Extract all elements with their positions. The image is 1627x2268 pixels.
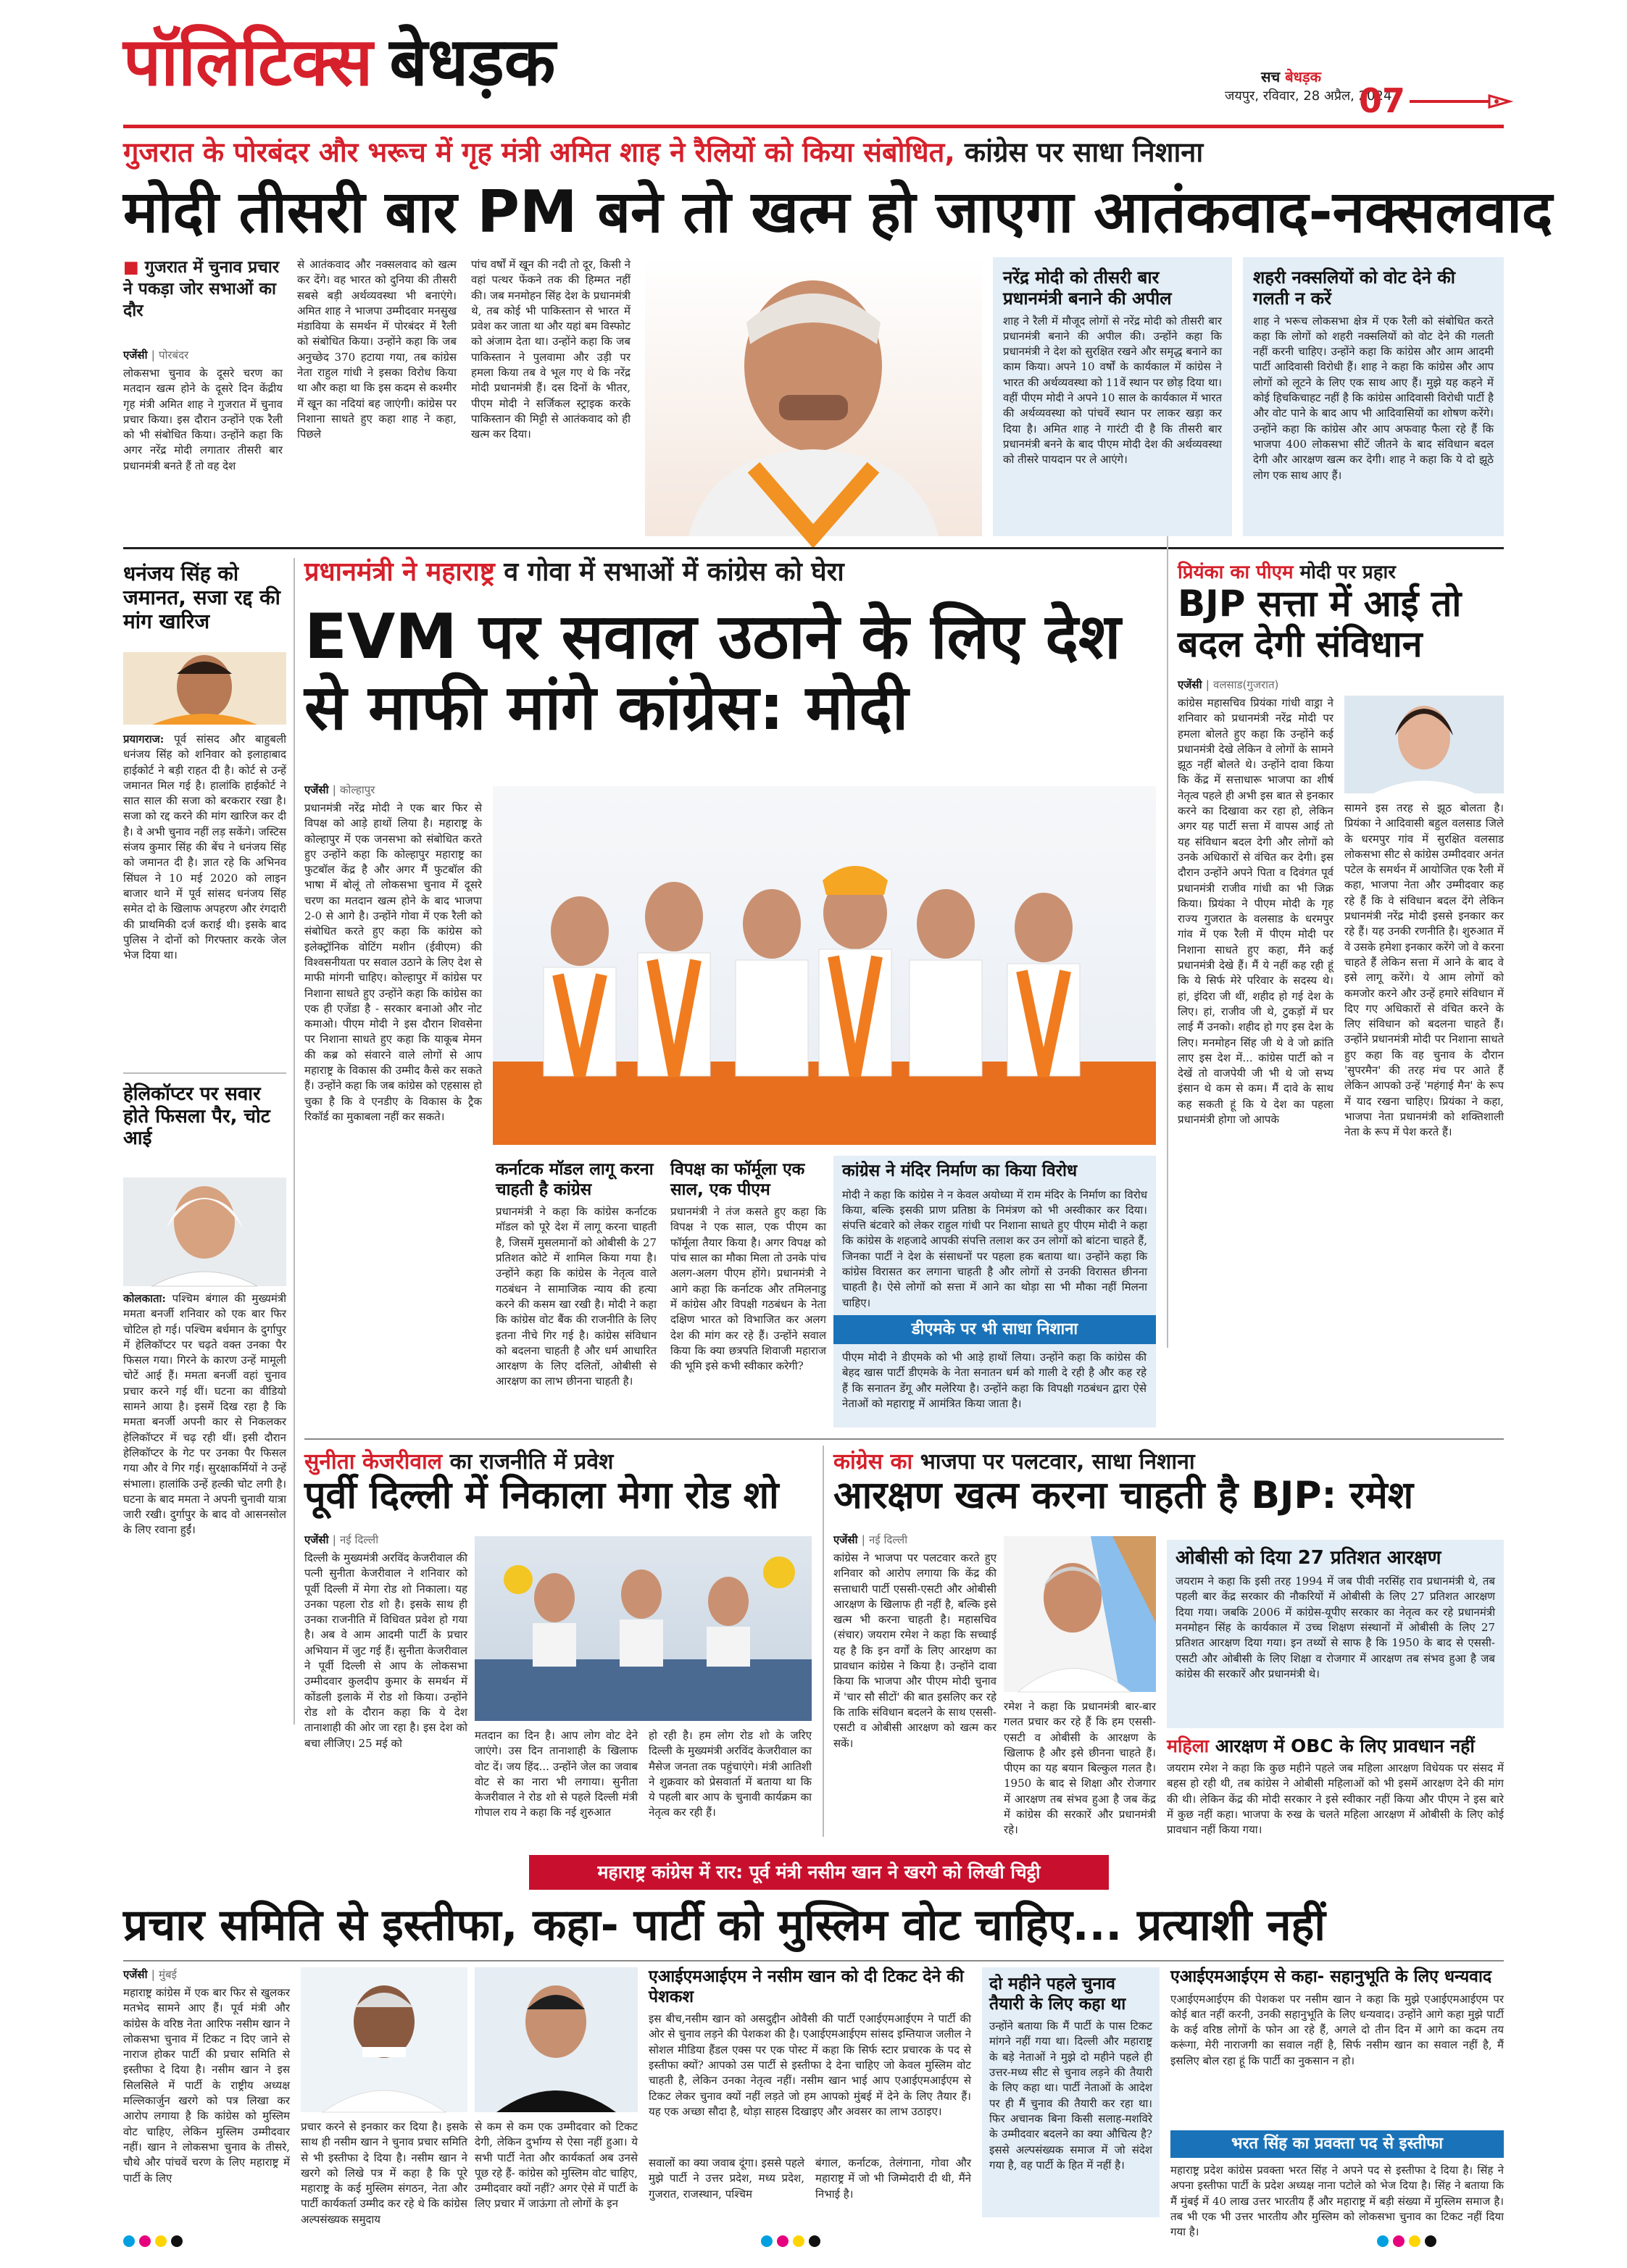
lead-box-1 bbox=[993, 257, 1232, 536]
ramesh-body-2: रमेश ने कहा कि प्रधानमंत्री बार-बार गलत प्रचार कर रहे हैं कि हम एससी-एसटी व ओबीसी के आरक्षण के खिलाफ है और इसे छीनना चाहते हैं। पीएम का यह बयान बिल्कुल गलत है। 1950 के बाद से शिक्षा और रोजगार में आरक्षण तब संभव हुआ है जब केंद्र में कांग्रेस की सरकारें और प्रधानमंत्री रहे। bbox=[1004, 1700, 1156, 1837]
reg-dot-cyan bbox=[1377, 2235, 1389, 2247]
naseem-box-3-body: एआईएमआईएम की पेशकश पर नसीम खान ने कहा कि मुझे एआईएमआईएम पर कोई बात नहीं करनी, उनकी सहानुभूति के लिए धन्यवाद। उन्होंने आगे कहा मुझे पार्टी के कई वरिष्ठ लोगों के फोन आ रहे हैं, अगले दो तीन दिन में आगे का कदम तय करूंगा, मेरी नाराजगी का सवाल नहीं है, सिर्फ नसीम खान का सवाल नहीं है, मैं इसलिए बोल रहा हूं कि पार्टी का नुकसान न हो। bbox=[1170, 1992, 1504, 2067]
brand-a: सच bbox=[1261, 68, 1281, 86]
naseem-box-3-head: एआईएमआईएम से कहा- सहानुभूति के लिए धन्यवाद bbox=[1170, 1967, 1492, 1986]
naseem-col1: महाराष्ट्र कांग्रेस में एक बार फिर से खुलकर मतभेद सामने आए हैं। पूर्व मंत्री और कांग्रेस के वरिष्ठ नेता आरिफ नसीम खान ने लोकसभा चुनाव में टिकट न दिए जाने से नाराज होकर पार्टी की प्रचार समिति से इस्तीफा दे दिया है। नसीम खान ने इस सिलसिले में पार्टी के राष्ट्रीय अध्यक्ष मल्लिकार्जुन खरगे को पत्र लिखा कर आरोप लगाया है कि कांग्रेस को मुस्लिम वोट चाहिए, लेकिन मुस्लिम उम्मीदवार नहीं। खान ने लोकसभा चुनाव के तीसरे, चौथे और पांचवें चरण के लिए महाराष्ट्र में पार्टी के लिए bbox=[123, 1986, 290, 2185]
modi-right-divider bbox=[1167, 536, 1168, 1348]
obc-box bbox=[1167, 1540, 1504, 1728]
reg-dot-black bbox=[1425, 2235, 1436, 2247]
modi-box-2-body: प्रधानमंत्री ने तंज कसते हुए कहा कि विपक्ष ने एक साल, एक पीएम का फॉर्मूला तैयार किया है। अगर विपक्ष को पांच साल का मौका मिला तो उनके पांच अलग-अलग पीएम होंगे। प्रधानमंत्री ने आगे कहा कि कर्नाटक और तमिलनाडु में कांग्रेस और विपक्षी गठबंधन के नेता दक्षिण भारत को विभाजित कर अलग देश की मांग कर रहे हैं। उन्होंने सवाल किया कि क्या छत्रपति शिवाजी महाराज की भूमि इसे कभी स्वीकार करेगी? bbox=[670, 1205, 826, 1373]
naseem-col4: सवालों का क्या जवाब दूंगा। इससे पहले मुझे पार्टी ने उत्तर प्रदेश, मध्य प्रदेश, गुजरात, राजस्थान, पश्चिम bbox=[649, 2156, 804, 2201]
naseem-box-2-body: उन्होंने बताया कि मैं पार्टी के पास टिकट मांगने नहीं गया था। दिल्ली और महाराष्ट्र के बड़े नेताओं ने मुझे दो महीने पहले ही उत्तर-मध्य सीट से चुनाव लड़ने की तैयारी के लिए कहा था। पार्टी नेताओं के आदेश पर ही मैं चुनाव की तैयारी कर रहा था। फिर अचानक बिना किसी सलाह-मशविरे के उम्मीदवार बदलने का क्या औचित्य है? इससे अल्पसंख्यक समाज में जो संदेश गया है, वह पार्टी के हित में नहीं है। bbox=[989, 2019, 1152, 2172]
dmk-bar: डीएमके पर भी साधा निशाना bbox=[833, 1315, 1156, 1344]
ramesh-byline: एजेंसी | नई दिल्ली bbox=[833, 1533, 908, 1546]
reg-dot-cyan bbox=[123, 2235, 135, 2247]
masthead-title-red: पॉलिटिक्स bbox=[123, 23, 373, 101]
ramesh-headline: आरक्षण खत्म करना चाहती है BJP: रमेश bbox=[833, 1474, 1414, 1517]
modi-box-1-body: प्रधानमंत्री ने कहा कि कांग्रेस कर्नाटक मॉडल को पूरे देश में लागू करना चाहती है, जिसमें मुसलमानों को ओबीसी के 27 प्रतिशत कोटे में शामिल किया गया है। उन्होंने कहा कि कांग्रेस के नेतृत्व वाले गठबंधन ने सामाजिक न्याय की हत्या करने की कसम खा रखी है। मोदी ने कहा कि कांग्रेस वोट बैंक की राजनीति के लिए इतना नीचे गिर गई है। कांग्रेस संविधान को बदलना चाहती है और धर्म आधारित आरक्षण के लिए दलितों, ओबीसी से आरक्षण का लाभ छीनना चाहती है। bbox=[496, 1205, 657, 1388]
ramesh-kicker: कांग्रेस का भाजपा पर पलटवार, साधा निशाना bbox=[833, 1449, 1195, 1475]
obc-head: ओबीसी को दिया 27 प्रतिशत आरक्षण bbox=[1175, 1547, 1441, 1569]
lead-col2: से आतंकवाद और नक्सलवाद को खत्म कर देंगे। वह भारत को दुनिया की तीसरी सबसे बड़ी अर्थव्यवस्था भी बनाएंगे। अमित शाह ने भाजपा उम्मीदवार मनसुख मंडाविया के समर्थन में पोरबंदर में रैली को संबोधित किया। उन्होंने कहा कि जब अनुच्छेद 370 हटाया गया, तब कांग्रेस नेता राहुल गांधी ने इसका विरोध किया था और कहा था कि इस कदम से कश्मीर में खून का नदियां बह जाएंगी। कांग्रेस पर निशाना साधते हुए कहा शाह ने कहा, पिछले bbox=[297, 258, 457, 441]
amit-shah-photo bbox=[645, 257, 982, 536]
lead-col3: पांच वर्षों में खून की नदी तो दूर, किसी ने वहां पत्थर फेंकने तक की हिम्मत नहीं की। जब मनमोहन सिंह देश के प्रधानमंत्री थे, तब कोई भी पाकिस्तान से भारत में प्रवेश कर जाता था और यहां बम विस्फोट को अंजाम देता था। उन्होंने कहा कि जब पाकिस्तान ने पुलवामा और उड़ी पर हमला किया तब वे भूल गए थे कि नरेंद्र मोदी प्रधानमंत्री हैं। दस दिनों के भीतर, पीएम मोदी ने सर्जिकल स्ट्राइक करके पाकिस्तान की मिट्टी से आतंकवाद को ही खत्म कर दिया। bbox=[471, 258, 631, 441]
modi-box-1 bbox=[493, 1156, 659, 1427]
mamata-headline: हेलिकॉप्टर पर सवार होते फिसला पैर, चोट आई bbox=[123, 1083, 270, 1150]
masthead-rule bbox=[123, 125, 1504, 128]
priyanka-photo bbox=[1344, 696, 1504, 793]
lead-bottom-rule bbox=[123, 547, 1504, 549]
reg-dot-yellow bbox=[793, 2235, 804, 2247]
naseem-headline: प्रचार समिति से इस्तीफा, कहा- पार्टी को मुस्लिम वोट चाहिए... प्रत्याशी नहीं bbox=[123, 1900, 1326, 1951]
women-head: महिला आरक्षण में OBC के लिए प्रावधान नहीं bbox=[1167, 1735, 1475, 1756]
kejriwal-divider bbox=[823, 1446, 824, 1837]
modi-col1: प्रधानमंत्री नरेंद्र मोदी ने एक बार फिर से विपक्ष को आड़े हाथों लिया है। महाराष्ट्र के कोल्हापुर में एक जनसभा को संबोधित करते हुए उन्होंने कहा कि कोल्हापुर महाराष्ट्र का फुटबॉल केंद्र है और अगर मैं फुटबॉल की भाषा में बोलूं तो लोकसभा चुनाव में दूसरे चरण का मतदान खत्म होने के बाद भाजपा 2-0 से आगे है। उन्होंने गोवा में एक रैली को संबोधित करते हुए कहा कि कांग्रेस को इलेक्ट्रॉनिक वोटिंग मशीन (ईवीएम) की विश्वसनीयता पर सवाल उठाने के लिए देश से माफी मांगनी चाहिए। कोल्हापुर में कांग्रेस पर निशाना साधते हुए उन्होंने कहा कि कांग्रेस का एक ही एजेंडा है - सरकार बनाओ और नोट कमाओ। पीएम मोदी ने इस दौरान शिवसेना पर निशाना साधते हुए कहा कि याकूब मेमन की कब्र को संवारने वाले लोगों से आप महाराष्ट्र के विकास की उम्मीद कैसे कर सकते हैं। उन्होंने कहा कि जब कांग्रेस को एहसास हो चुका है कि वे एनडीए के विकास के ट्रैक रिकॉर्ड का मुकाबला नहीं कर सकते। bbox=[304, 801, 482, 1123]
modi-byline: एजेंसी | कोल्हापुर bbox=[304, 783, 375, 796]
reg-dot-black bbox=[809, 2235, 820, 2247]
mid-rule bbox=[304, 1438, 1504, 1440]
brand-tag bbox=[1261, 67, 1321, 86]
mamata-body: कोलकाता: पश्चिम बंगाल की मुख्यमंत्री ममता बनर्जी शनिवार को एक बार फिर चोटिल हो गई। पश्चिम बर्धमान के दुर्गापुर में हेलिकॉप्टर पर चढ़ते वक्त उनका पैर फिसल गया। गिरने के कारण उन्हें मामूली चोटें आई हैं। ममता बनर्जी वहां चुनाव प्रचार करने गई थीं। घटना का वीडियो सामने आया है। इसमें दिख रहा है कि ममता बनर्जी अपनी कार से निकलकर हेलिकॉप्टर में चढ़ रही थीं। इसी दौरान हेलिकॉप्टर के गेट पर उनका पैर फिसल गया और वे गिर गई। सुरक्षाकर्मियों ने उन्हें संभाला। हालांकि उन्हें हल्की चोट लगी है। घटना के बाद ममता ने अपनी चुनावी यात्रा जारी रखी। दुर्गापुर के बाद वो आसनसोल के लिए रवाना हुईं। bbox=[123, 1292, 286, 1537]
naseem-box-2 bbox=[982, 1967, 1160, 2217]
dmk-body: पीएम मोदी ने डीएमके को भी आड़े हाथों लिया। उन्होंने कहा कि कांग्रेस की बेहद खास पार्टी डीएमके के नेता सनातन धर्म को गाली दे रही है और कह रहे हैं कि सनातन डेंगू और मलेरिया है। उन्होंने कहा कि विपक्षी गठबंधन द्वारा ऐसे नेताओं को महाराष्ट्र में आमंत्रित किया जाता है। bbox=[842, 1351, 1147, 1410]
priyanka-kicker: प्रियंका का पीएम मोदी पर प्रहार bbox=[1178, 562, 1396, 583]
lead-subhead: ■ गुजरात में चुनाव प्रचार ने पकड़ा जोर सभाओं का दौर bbox=[123, 258, 280, 320]
naseem-box-1-head: एआईएमआईएम ने नसीम खान को दी टिकट देने की पेशकश bbox=[649, 1967, 964, 2006]
lead-box-1-head: नरेंद्र मोदी को तीसरी बार प्रधानमंत्री बनाने की अपील bbox=[1003, 267, 1172, 309]
priyanka-headline: BJP सत्ता में आई तो बदल देगी संविधान bbox=[1178, 583, 1462, 665]
lead-box-2-body: शाह ने भरूच लोकसभा क्षेत्र में एक रैली को संबोधित करते कहा कि लोगों को शहरी नक्सलियों को वोट देने की गलती नहीं करनी चाहिए। उन्होंने कहा कि कांग्रेस और आम आदमी पार्टी आदिवासी विरोधी हैं। शाह ने कहा कि कांग्रेस और आप लोगों को लूटने के लिए एक साथ आए हैं। मुझे यह कहने में कोई हिचकिचाहट नहीं है कि कांग्रेस आदिवासी विरोधी पार्टी है और वोट पाने के बाद आप भी आदिवासियों का शोषण करेंगे। उन्होंने कहा कि कांग्रेस और आप अफवाह फैला रहे हैं कि भाजपा 400 लोकसभा सीटें जीतने के बाद संविधान बदल देगी और आरक्षण खत्म कर देगी। शाह ने कहा कि ये दो झूठे लोग एक साथ आए हैं। bbox=[1253, 314, 1494, 482]
modi-box-2-head: विपक्ष का फॉर्मूला एक साल, एक पीएम bbox=[670, 1160, 805, 1199]
square-bullet-icon: ■ bbox=[123, 258, 139, 277]
modi-headline: EVM पर सवाल उठाने के लिए देश से माफी मांगे कांग्रेस: मोदी bbox=[304, 601, 1121, 745]
priyanka-byline: एजेंसी | वलसाड(गुजरात) bbox=[1178, 678, 1279, 691]
reg-dot-cyan bbox=[761, 2235, 773, 2247]
dhananjay-photo bbox=[123, 652, 286, 725]
kejriwal-body-3: हो रही है। हम लोग रोड शो के जरिए दिल्ली के मुख्यमंत्री अरविंद केजरीवाल का मैसेज जनता तक पहुंचाएंगे। मंत्री आतिशी ने शुक्रवार को प्रेसवार्ता में बताया था कि ये पहली बार आप के चुनावी कार्यक्रम का नेतृत्व कर रही हैं। bbox=[649, 1729, 812, 1819]
kejriwal-byline: एजेंसी | नई दिल्ली bbox=[304, 1533, 379, 1546]
naseem-box-1-body: इस बीच,नसीम खान को असदुद्दीन ओवैसी की पार्टी एआईएमआईएम ने पार्टी की ओर से चुनाव लड़ने की पेशकश की है। एआईएमआईएम सांसद इम्तियाज जलील ने सोशल मीडिया हैंडल एक्स पर एक पोस्ट में कहा कि सिर्फ स्टार प्रचारक के पद से इस्तीफा क्यों? आपको उस पार्टी से इस्तीफा दे देना चाहिए जो केवल मुस्लिम वोट चाहती है, लेकिन उनका नेतृत्व नहीं। नसीम खान भाई आप एआईएमआईएम से टिकट लेकर चुनाव क्यों नहीं लड़ते जो हम आपको मुंबई में देने के लिए तैयार हैं। यह एक अच्छा सौदा है, थोड़ा साहस दिखाइए और अवसर का लाभ उठाइए। bbox=[649, 2012, 971, 2118]
kharge-photo bbox=[301, 1967, 467, 2112]
lead-byline: एजेंसी | पोरबंदर bbox=[123, 349, 189, 362]
modi-box-1-head: कर्नाटक मॉडल लागू करना चाहती है कांग्रेस bbox=[496, 1160, 654, 1199]
bharat-bar: भरत सिंह का प्रवक्ता पद से इस्तीफा bbox=[1170, 2130, 1504, 2158]
modi-kicker: प्रधानमंत्री ने महाराष्ट्र व गोवा में सभाओं में कांग्रेस को घेरा bbox=[304, 557, 844, 587]
lead-col1: लोकसभा चुनाव के दूसरे चरण का मतदान खत्म होने के दूसरे दिन केंद्रीय गृह मंत्री अमित शाह ने गुजरात में चुनाव प्रचार किया। इस दौरान उन्होंने एक रैली को भी संबोधित किया। उन्होंने कहा कि अगर नरेंद्र मोदी लगातार तीसरी बार प्रधानमंत्री बनते हैं तो वह देश bbox=[123, 367, 283, 472]
pen-nib-icon bbox=[1410, 93, 1511, 113]
reg-dot-yellow bbox=[155, 2235, 167, 2247]
lead-box-1-body: शाह ने रैली में मौजूद लोगों से नरेंद्र मोदी को तीसरी बार प्रधानमंत्री बनाने की अपील की। उन्होंने कहा कि प्रधानमंत्री ने देश को सुरक्षित रखने और समृद्ध बनाने का काम किया। अपने 10 वर्षों के कार्यकाल में कांग्रेस ने भारत की अर्थव्यवस्था को 11वें स्थान पर छोड़ दिया था। वहीं पीएम मोदी ने अपने 10 साल के कार्यकाल में भारत की अर्थव्यवस्था को पांचवें स्थान पर लाकर खड़ा कर दिया है। अमित शाह ने गारंटी दी है कि तीसरी बार प्रधानमंत्री बनने के बाद पीएम मोदी देश की अर्थव्यवस्था को तीसरे पायदान पर ले आएंगे। bbox=[1003, 314, 1222, 467]
dateline: जयपुर, रविवार, 28 अप्रैल, 2024 bbox=[1225, 88, 1392, 104]
page-number: 07 bbox=[1359, 81, 1406, 120]
naseem-khan-photo bbox=[475, 1967, 638, 2112]
modi-box-3-body: मोदी ने कहा कि कांग्रेस ने न केवल अयोध्या में राम मंदिर के निर्माण का विरोध किया, बल्कि इसकी प्राण प्रतिष्ठा के निमंत्रण को भी अस्वीकार कर दिया। संपत्ति बंटवारे को लेकर राहुल गांधी पर निशाना साधते हुए पीएम मोदी ने कहा कि कांग्रेस के शहजादे आपकी संपत्ति तलाश कर उन लोगों को बांटना चाहते हैं, जिनका पार्टी ने देश के संसाधनों पर पहला हक बताया था। उन्होंने कहा कि कांग्रेस विरासत कर लगाना चाहती है और लोगों से उनकी विरासत छीनना चाहती है। ऐसे लोगों को सत्ता में आने का थोड़ा सा भी मौका नहीं मिलना चाहिए। bbox=[842, 1188, 1147, 1309]
brand-b: बेधड़क bbox=[1285, 68, 1321, 86]
bharat-body: महाराष्ट्र प्रदेश कांग्रेस प्रवक्ता भरत सिंह ने अपने पद से इस्तीफा दे दिया है। सिंह ने अपना इस्तीफा पार्टी के प्रदेश अध्यक्ष नाना पटोले को भेज दिया है। सिंह ने बताया कि मैं मुंबई में 40 लाख उत्तर भारतीय हैं और महाराष्ट्र में बड़ी संख्या में मुस्लिम समाज है। तब भी एक भी उत्तर भारतीय और मुस्लिम को लोकसभा चुनाव का टिकट नहीं दिया गया है। bbox=[1170, 2164, 1504, 2239]
naseem-box-3 bbox=[1170, 1967, 1504, 2127]
naseem-col3: से कम से कम एक उम्मीदवार को टिकट देगी, लेकिन दुर्भाग्य से ऐसा नहीं हुआ। ये सभी पार्टी नेता और कार्यकर्ता अब उनसे पूछ रहे हैं- कांग्रेस को मुस्लिम वोट चाहिए, उम्मीदवार क्यों नहीं? अगर ऐसे में पार्टी के लिए प्रचार में जाऊंगा तो लोगों के इन bbox=[475, 2120, 638, 2211]
obc-body: जयराम ने कहा कि इसी तरह 1994 में जब पीवी नरसिंह राव प्रधानमंत्री थे, तब पहली बार केंद्र सरकार की नौकरियों में ओबीसी के लिए 27 प्रतिशत आरक्षण दिया गया। जबकि 2006 में कांग्रेस-यूपीए सरकार का नेतृत्व कर रहे प्रधानमंत्री मनमोहन सिंह के कार्यकाल में उच्च शिक्षण संस्थानों में ओबीसी के लिए 27 प्रतिशत आरक्षण दिया गया। इन तथ्यों से साफ है कि 1950 के बाद से एससी-एसटी और ओबीसी के लिए शिक्षा व रोजगार में आरक्षण तब संभव हुआ है जब कांग्रेस की सरकारें और प्रधानमंत्री थे। bbox=[1175, 1575, 1495, 1680]
naseem-byline: एजेंसी | मुंबई bbox=[123, 1968, 177, 1981]
reg-dot-magenta bbox=[1393, 2235, 1405, 2247]
priyanka-body-1: कांग्रेस महासचिव प्रियंका गांधी वाड्रा ने शनिवार को प्रधानमंत्री नरेंद्र मोदी पर हमला बोलते हुए कहा कि उन्होंने कई प्रधानमंत्री देखे लेकिन वे लोगों के सामने झूठ नहीं बोलते थे। उन्होंने दावा किया कि केंद्र में सत्ताधारू भाजपा का शीर्ष नेतृत्व पहले ही अभी इस बात से इनकार करने का दिखावा कर रहा हो, लेकिन अगर यह पार्टी सत्ता में वापस आई तो यह संविधान बदल देगी और लोगों को उनके अधिकारों से वंचित कर देगी। इस दौरान उन्होंने अपने पिता व दिवंगत पूर्व प्रधानमंत्री राजीव गांधी का भी जिक्र किया। प्रियंका ने पीएम मोदी के गृह राज्य गुजरात के वलसाड के धरमपुर गांव में एक रैली में पीएम मोदी पर निशाना साधते हुए कहा, मैंने कई प्रधानमंत्री देखे हैं। मैं ये नहीं कह रही हूं कि ये सिर्फ मेरे परिवार के सदस्य थे। हां, इंदिरा जी थीं, शहीद हो गई देश के लिए। हां, राजीव जी थे, टुकड़ों में घर लाई मैं उनको। शहीद हो गए इस देश के लिए। मनमोहन सिंह जी थे वे जो क्रांति लाए इस देश में... कांग्रेस पार्टी को न देखें तो वाजपेयी जी भी थे जो सभ्य इंसान थे कम से कम। मैं दावे के साथ कह सकती हूं कि ये देश का पहला प्रधानमंत्री होगा जो आपके bbox=[1178, 696, 1333, 1127]
naseem-col5: बंगाल, कर्नाटक, तेलंगाना, गोवा और महाराष्ट्र में जो भी जिम्मेदारी दी थी, मैंने निभाई है। bbox=[815, 2156, 971, 2201]
dhananjay-body: प्रयागराज: पूर्व सांसद और बाहुबली धनंजय सिंह को शनिवार को इलाहाबाद हाईकोर्ट ने बड़ी राहत दी है। कोर्ट से उन्हें जमानत मिल गई है। हालांकि हाईकोर्ट ने सात साल की सजा को बरकरार रखा है। सजा को रद्द करने की मांग खारिज कर दी है। वे अभी चुनाव नहीं लड़ सकेंगे। जस्टिस संजय कुमार सिंह की बेंच ने धनंजय सिंह को जमानत दी है। ज्ञात रहे कि अभिनव सिंघल ने 10 मई 2020 को लाइन बाजार थाने में पूर्व सांसद धनंजय सिंह समेत दो के खिलाफ अपहरण और रंगदारी की प्राथमिकी दर्ज कराई थी। इसके बाद पुलिस ने दोनों को गिरफ्तार करके जेल भेज दिया था। bbox=[123, 733, 286, 962]
jairam-ramesh-photo bbox=[1004, 1536, 1156, 1692]
lead-box-2-head: शहरी नक्सलियों को वोट देने की गलती न करें bbox=[1253, 267, 1455, 309]
lead-kicker: गुजरात के पोरबंदर और भरूच में गृह मंत्री अमित शाह ने रैलियों को किया संबोधित, कांग्रेस पर साधा निशाना bbox=[123, 136, 1204, 168]
ramesh-body-1: कांग्रेस ने भाजपा पर पलटवार करते हुए शनिवार को आरोप लगाया कि केंद्र की सत्ताधारी पार्टी एससी-एसटी और ओबीसी आरक्षण के खिलाफ ही नहीं है, बल्कि इसे खत्म भी करना चाहती है। महासचिव (संचार) जयराम रमेश ने कहा कि सच्चाई यह है कि इन वर्गों के लिए आरक्षण का प्रावधान कांग्रेस ने किया है। उन्होंने दावा किया कि भाजपा और पीएम मोदी चुनाव में 'चार सौ सीटों' की बात इसलिए कर रहे कि ताकि संविधान बदलने के साथ एससी-एसटी व ओबीसी आरक्षण को खत्म कर सकें। bbox=[833, 1551, 996, 1750]
kejriwal-body-2: मतदान का दिन है। आप लोग वोट देने जाएंगे। उस दिन तानाशाही के खिलाफ वोट दें। जय हिंद... उन्होंने जेल का जवाब वोट से का नारा भी लगाया। सुनीता केजरीवाल ने रोड शो से पहले दिल्ली मंत्री गोपाल राय ने कहा कि नई शुरुआत bbox=[475, 1729, 638, 1819]
modi-box-3 bbox=[833, 1156, 1156, 1427]
women-body: जयराम रमेश ने कहा कि कुछ महीने पहले जब महिला आरक्षण विधेयक पर संसद में बहस हो रही थी, तब कांग्रेस ने ओबीसी महिलाओं को भी इसमें आरक्षण देने की मांग की थी। लेकिन केंद्र की मोदी सरकार ने इसे स्वीकार नहीं किया और पीएम ने इस बारे में कुछ नहीं कहा। भाजपा के रुख के चलते महिला आरक्षण में ओबीसी के लिए कोई प्रावधान नहीं किया गया। bbox=[1167, 1762, 1504, 1837]
priyanka-body-2: सामने इस तरह से झूठ बोलता है। प्रियंका ने आदिवासी बहुल वलसाड जिले के धरमपुर गांव में सुरक्षित वलसाड लोकसभा सीट से कांग्रेस उम्मीदवार अनंत पटेल के समर्थन में आयोजित एक रैली में कहा, भाजपा नेता और उम्मीदवार कह रहे हैं कि वे संविधान बदल देंगे लेकिन प्रधानमंत्री नरेंद्र मोदी इससे इनकार कर रहे हैं। यह उनकी रणनीति है। शुरुआत में वे उसके हमेशा इनकार करेंगे जो वे करना चाहते हैं लेकिन सत्ता में आने के बाद वे इसे लागू करेंगे। ये आम लोगों को कमजोर करने और उन्हें हमारे संविधान में दिए गए अधिकारों से वंचित करने के लिए संविधान को बदलना चाहते हैं। उन्होंने प्रधानमंत्री मोदी पर निशाना साधते हुए कहा कि वह चुनाव के दौरान 'सुपरमैन' की तरह मंच पर आते हैं लेकिन आपको उन्हें 'महंगाई मैन' के रूप में याद रखना चाहिए। प्रियंका ने कहा, भाजपा नेता प्रधानमंत्री को शक्तिशाली नेता के रूप में पेश करते हैं। bbox=[1344, 801, 1504, 1139]
lead-box-2 bbox=[1243, 257, 1504, 536]
reg-dots-left bbox=[123, 2235, 187, 2250]
lead-headline: मोदी तीसरी बार PM बने तो खत्म हो जाएगा आतंकवाद-नक्सलवाद bbox=[123, 178, 1553, 246]
naseem-col2: प्रचार करने से इनकार कर दिया है। इसके साथ ही नसीम खान ने चुनाव प्रचार समिति से भी इस्तीफा दे दिया है। नसीम खान ने खरगे को लिखे पत्र में कहा है कि पूरे महाराष्ट्र के कई मुस्लिम संगठन, नेता और पार्टी कार्यकर्ता उम्मीद कर रहे थे कि कांग्रेस अल्पसंख्यक समुदाय bbox=[301, 2120, 467, 2226]
modi-rally-photo bbox=[493, 786, 1156, 1145]
kejriwal-headline: पूर्वी दिल्ली में निकाला मेगा रोड शो bbox=[304, 1474, 779, 1517]
mamata-photo bbox=[123, 1177, 286, 1286]
left-rail-divider bbox=[294, 558, 295, 1725]
naseem-strip: महाराष्ट्र कांग्रेस में रार: पूर्व मंत्री नसीम खान ने खरगे को लिखी चिट्ठी bbox=[529, 1855, 1109, 1890]
reg-dots-right bbox=[1377, 2235, 1441, 2250]
left-rail-rule bbox=[123, 1072, 286, 1074]
masthead-title-black: बेधड़क bbox=[389, 23, 556, 101]
reg-dot-magenta bbox=[777, 2235, 788, 2247]
reg-dot-black bbox=[171, 2235, 183, 2247]
reg-dots-center bbox=[761, 2235, 825, 2250]
naseem-rule bbox=[123, 1960, 1504, 1961]
reg-dot-magenta bbox=[139, 2235, 151, 2247]
naseem-box-2-head: दो महीने पहले चुनाव तैयारी के लिए कहा था bbox=[989, 1975, 1126, 2014]
modi-box-3-head: कांग्रेस ने मंदिर निर्माण का किया विरोध bbox=[842, 1162, 1078, 1180]
kejriwal-body-1: दिल्ली के मुख्यमंत्री अरविंद केजरीवाल की पत्नी सुनीता केजरीवाल ने शनिवार को पूर्वी दिल्ली में मेगा रोड शो निकाला। यह उनका पहला रोड शो है। इसके साथ ही उनका राजनीति में विधिवत प्रवेश हो गया है। अब वे आम आदमी पार्टी के प्रचार अभियान में जुट गई हैं। सुनीता केजरीवाल ने पूर्वी दिल्ली से आप के लोकसभा उम्मीदवार कुलदीप कुमार के समर्थन में कोंडली इलाके में रोड शो किया। उन्होंने रोड शो के दौरान कहा कि ये देश तानाशाही की ओर जा रहा है। इस देश को बचा लीजिए। 25 मई को bbox=[304, 1551, 467, 1750]
modi-box-2 bbox=[670, 1156, 826, 1427]
reg-dot-yellow bbox=[1409, 2235, 1420, 2247]
naseem-box-1 bbox=[649, 1967, 971, 2148]
kejriwal-kicker: सुनीता केजरीवाल का राजनीति में प्रवेश bbox=[304, 1449, 614, 1475]
kejriwal-roadshow-photo bbox=[475, 1536, 812, 1721]
dhananjay-headline: धनंजय सिंह को जमानत, सजा रद्द की मांग खारिज bbox=[123, 562, 280, 634]
